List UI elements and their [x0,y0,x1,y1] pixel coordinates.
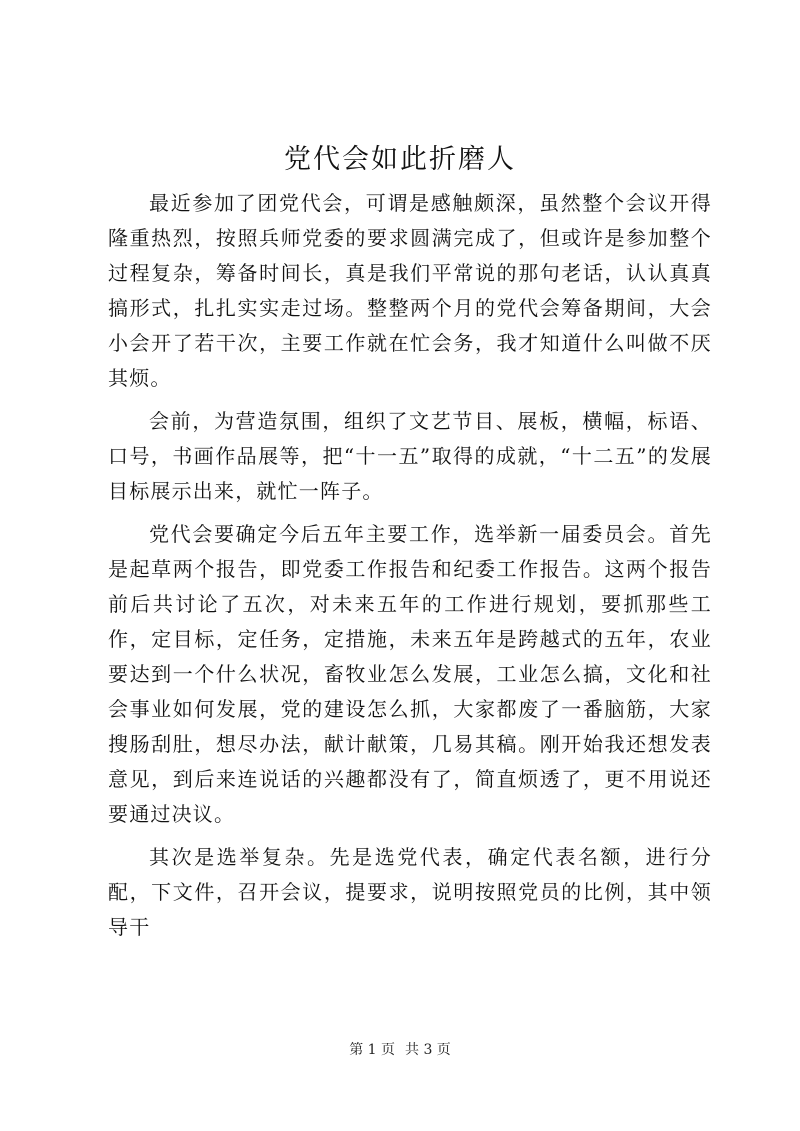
paragraph: 最近参加了团党代会，可谓是感触颇深，虽然整个会议开得隆重热烈，按照兵师党委的要求圆满完成了，但或许是参加整个过程复杂，筹备时间长，真是我们平常说的那句老话，认认真真搞形式，扎扎实实走过场。整整两个月的党代会筹备期间，大会小会开了若干次，主要工作就在忙会务，我才知道什么叫做不厌其烦。 [108,191,712,390]
paragraph: 其次是选举复杂。先是选党代表，确定代表名额，进行分配，下文件，召开会议，提要求，说明按照党员的比例，其中领导干 [108,845,712,939]
page-footer [0,1040,800,1060]
document-body [108,186,712,945]
paragraph: 会前，为营造氛围，组织了文艺节目、展板，横幅，标语、口号，书画作品展等，把“十一五”取得的成就，“十二五”的发展目标展示出来，就忙一阵子。 [108,409,712,503]
page-number: 第 1 页 [349,1042,395,1058]
paragraph: 党代会要确定今后五年主要工作，选举新一届委员会。首先是起草两个报告，即党委工作报告和纪委工作报告。这两个报告前后共讨论了五次，对未来五年的工作进行规划，要抓那些工作，定目标，定任务，定措施，未来五年是跨越式的五年，农业要达到一个什么状况，畜牧业怎么发展，工业怎么搞，文化和社会事业如何发展，党的建设怎么抓，大家都废了一番脑筋，大家搜肠刮肚，想尽办法，献计献策，几易其稿。刚开始我还想发表意见，到后来连说话的兴趣都没有了，简直烦透了，更不用说还要通过决议。 [108,522,712,826]
page-total: 共 3 页 [405,1042,451,1058]
document-title: 党代会如此折磨人 [284,144,516,175]
